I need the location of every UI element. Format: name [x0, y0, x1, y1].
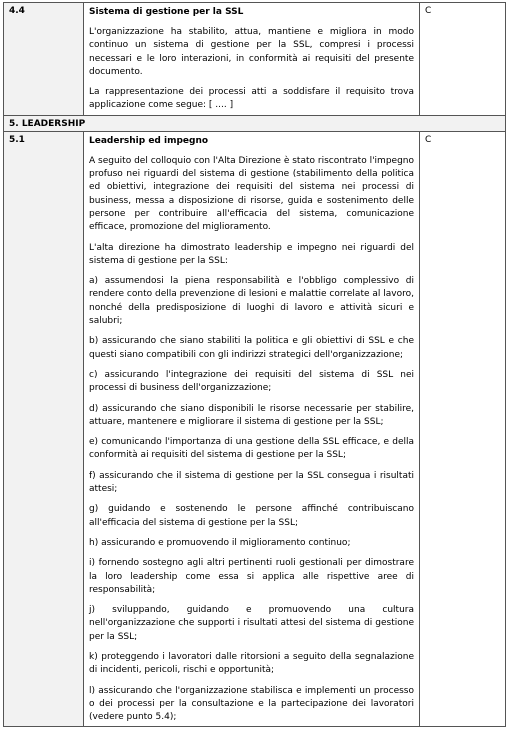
clause-list-item: c) assicurando l'integrazione dei requisiti del sistema di SSL nei processi di business dell'organizzazione; — [89, 369, 414, 394]
compliance-status: C — [420, 3, 506, 116]
clause-list-item: d) assicurando che siano disponibili le risorse necessarie per stabilire, attuare, mantenere e migliorare il sistema di gestione per la SSL; — [89, 403, 414, 427]
clause-number: 4.4 — [4, 3, 84, 116]
clause-list-item: h) assicurando e promuovendo il miglioramento continuo; — [89, 537, 351, 548]
clause-number: 5.1 — [4, 131, 84, 727]
clause-paragraph: L'organizzazione ha stabilito, attua, mantiene e migliora in modo continuo un sistema di gestione per la SSL, compresi i processi necessari e le loro interazioni, in conformità ai requisiti del presente documento. — [89, 27, 414, 77]
table-row — [4, 131, 506, 727]
clause-title: Sistema di gestione per la SSL — [89, 7, 244, 17]
clause-paragraph: La rappresentazione dei processi atti a soddisfare il requisito trova applicazione come segue: [ .... ] — [89, 87, 414, 111]
clause-paragraph: A seguito del colloquio con l'Alta Direzione è stato riscontrato l'impegno profuso nei riguardi del sistema di gestione (stabilimento della politica ed obiettivi, integrazione dei requisiti del sistema nei processi di business, messa a disposizione di risorse, guida e sostenimento delle persone per contribuire all'efficacia del sistema, comunicazione efficace, promozione del miglioramento. — [89, 155, 414, 233]
clause-list-item: f) assicurando che il sistema di gestione per la SSL consegua i risultati attesi; — [89, 470, 414, 495]
clause-list-item: i) fornendo sostegno agli altri pertinenti ruoli gestionali per dimostrare la loro leadership come essa si applica alle rispettive aree di responsabilità; — [89, 558, 414, 595]
clause-content — [84, 131, 420, 727]
clause-list-item: j) sviluppando, guidando e promuovendo una cultura nell'organizzazione che supporti i risultati attesi del sistema di gestione per la SSL; — [89, 605, 414, 642]
clause-title: Leadership ed impegno — [89, 135, 209, 146]
clause-list-item: b) assicurando che siano stabiliti la politica e gli obiettivi di SSL e che questi siano compatibili con gli indirizzi strategici dell'organizzazione; — [89, 336, 414, 360]
clause-content — [84, 3, 420, 116]
section-row — [4, 115, 506, 131]
clause-list-item: e) comunicando l'importanza di una gestione della SSL efficace, e della conformità ai requisiti del sistema di gestione per la SSL; — [89, 437, 414, 461]
clause-paragraph: L'alta direzione ha dimostrato leadership e impegno nei riguardi del sistema di gestione per la SSL: — [89, 242, 414, 266]
clause-list-item: a) assumendosi la piena responsabilità e l'obbligo complessivo di rendere conto della prevenzione di lesioni e malattie correlate al lavoro, nonché della predisposizione di luoghi di lavoro e attività sicuri e salubri; — [89, 276, 414, 327]
table-row — [4, 3, 506, 116]
clause-list-item: k) proteggendo i lavoratori dalle ritorsioni a seguito della segnalazione di incidenti, pericoli, rischi e opportunità; — [89, 651, 414, 676]
audit-checklist-table — [3, 2, 506, 727]
clause-list-item: g) guidando e sostenendo le persone affinché contribuiscano all'efficacia del sistema di gestione per la SSL; — [89, 504, 414, 528]
clause-list-item: l) assicurando che l'organizzazione stabilisca e implementi un processo o dei processi per la consultazione e la partecipazione dei lavoratori (vedere punto 5.4); — [89, 685, 414, 723]
section-heading: 5. LEADERSHIP — [4, 115, 506, 131]
compliance-status: C — [420, 131, 506, 727]
